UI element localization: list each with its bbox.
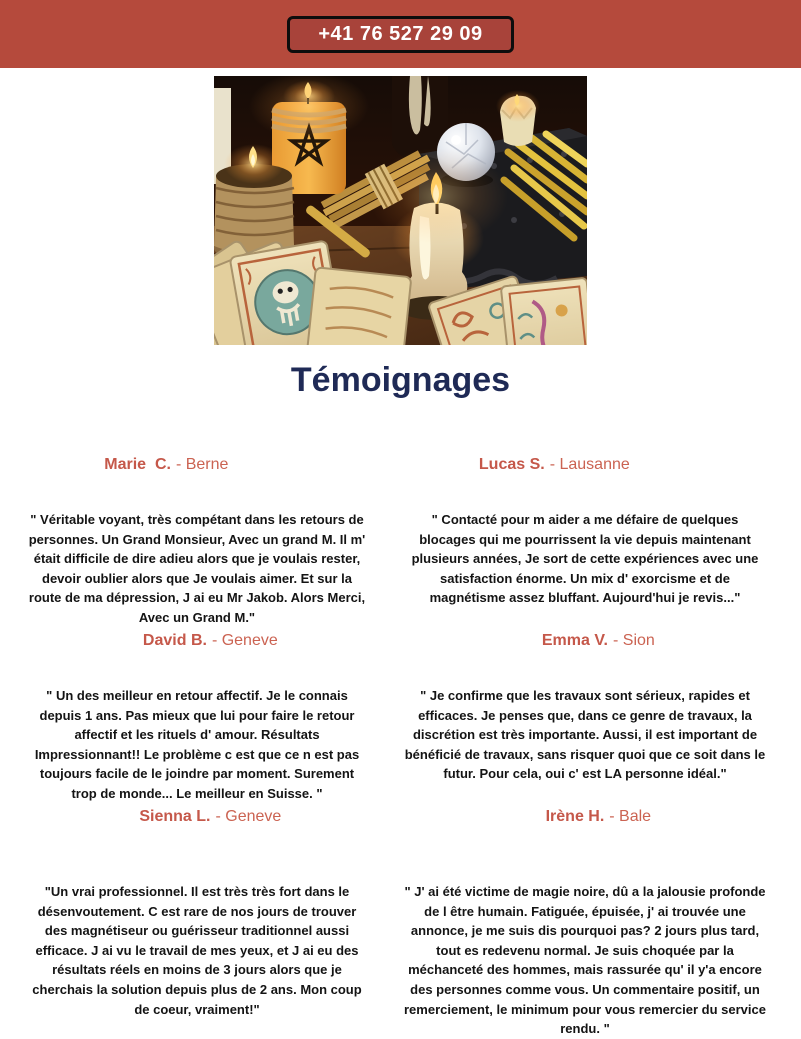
testimonial-header — [12, 611, 382, 671]
testimonial-header — [390, 787, 780, 847]
testimonial-header — [390, 611, 780, 671]
top-phone-bar — [0, 0, 801, 68]
testimonial-name: Sienna L. — [139, 808, 211, 825]
testimonial-name: David B. — [142, 632, 207, 649]
testimonial-text: " Je confirme que les travaux sont sérieux, rapides et efficaces. Je penses que, dans ce genre de travaux, la discrétion est très importante. Aussi, il est important de bénéficié de travaux, sans risquer quoi que ce soit dans le futur. Pour cela, oui c' est LA personne idéal." — [404, 688, 766, 782]
testimonial-header — [12, 787, 382, 847]
testimonial-card-emma — [390, 611, 780, 787]
testimonial-card-sienna — [12, 787, 382, 1039]
testimonial-location: - Bale — [609, 808, 652, 825]
testimonial-card-marie — [12, 435, 382, 625]
testimonial-name: Emma V. — [541, 632, 608, 649]
hero-image-candles-tarot — [214, 76, 587, 345]
testimonials-grid — [0, 435, 801, 1039]
testimonial-text: " J' ai été victime de magie noire, dû a la jalousie profonde de l être humain. Fatiguée, épuisée, j' ai trouvée une annonce, je me suis dis pourquoi pas? 2 jours plus tard, tout es redevenu normal. Je suis choquée par la méchanceté des hommes, mais rassurée qu' il y'a encore des personnes comme vous. Un commentaire positif, un remerciement, le minimum pour vous remercier du service rendu. " — [404, 884, 766, 1037]
testimonial-name: Lucas S. — [478, 456, 545, 473]
testimonial-header — [346, 435, 736, 495]
hero-photo-illustration — [214, 76, 587, 345]
testimonial-location: - Sion — [613, 632, 655, 649]
testimonial-card-lucas — [390, 435, 780, 611]
testimonial-text: "Un vrai professionnel. Il est très très fort dans le désenvoutement. C est rare de nos jours de trouver des magnétiseur ou guérisseur traditionnel aussi efficace. J ai vu le travail de mes yeux, et J ai eu des résultats réels en moins de 3 jours alors que je cherchais la solution depuis plus de 2 ans. Mon coup de coeur, vraiment!" — [32, 884, 362, 1017]
testimonial-text: " Un des meilleur en retour affectif. Je le connais depuis 1 ans. Pas mieux que lui pour faire le retour affectif et les rituels d' amour. Résultats Impressionnant!! Le problème c est que ce n est pas toujours facile de le joindre par moment. Surement trop de monde... Le meilleur en Suisse. " — [34, 688, 360, 801]
testimonial-text: " Véritable voyant, très compétant dans les retours de personnes. Un Grand Monsieur, Avec un grand M. Il m' était difficile de dire adieu alors que je voulais rester, devoir oublier alors que Je voulais aimer. Et sur la route de ma dépression, J ai eu Mr Jakob. Alors Merci, Avec un Grand M." — [28, 512, 366, 625]
testimonial-location: - Lausanne — [549, 456, 630, 473]
testimonial-card-david — [12, 611, 382, 801]
phone-button[interactable]: +41 76 527 29 09 — [287, 16, 513, 53]
testimonial-name: Marie C. — [104, 456, 171, 473]
testimonial-location: - Geneve — [211, 632, 278, 649]
testimonial-location: - Geneve — [215, 808, 282, 825]
testimonial-header — [0, 435, 338, 495]
testimonial-card-irene — [390, 787, 780, 1039]
testimonial-name: Irène H. — [545, 808, 605, 825]
page-title: Témoignages — [290, 361, 511, 399]
testimonial-location: - Berne — [175, 456, 229, 473]
testimonial-text: " Contacté pour m aider a me défaire de quelques blocages qui me pourrissent la vie depuis maintenant plusieurs années, Je sort de cette expériences avec une satisfaction énorme. Un mix d' exorcisme et de magnétisme assez bluffant. Aujourd'hui je revis..." — [411, 512, 759, 606]
